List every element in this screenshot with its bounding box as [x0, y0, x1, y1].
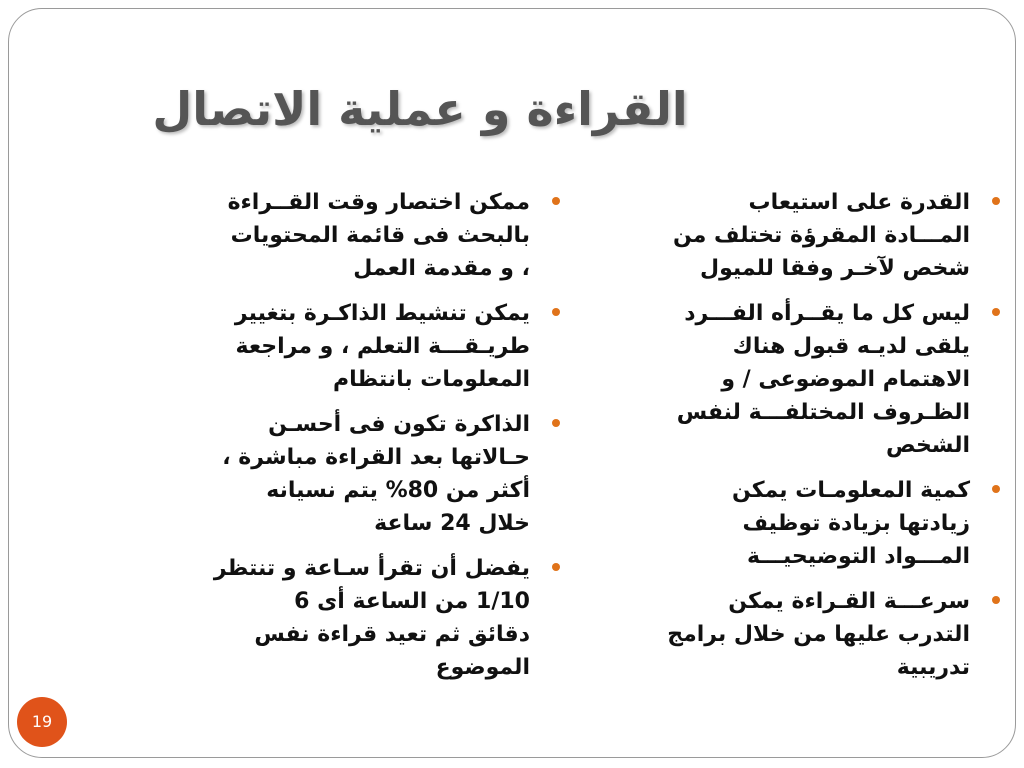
bullet-item	[140, 552, 530, 684]
bullet-item	[140, 408, 530, 540]
bullet-text: يمكن تنشيط الذاكـرة بتغيير طريـقـــة التعلم ، و مراجعة المعلومات بانتظام	[234, 301, 530, 392]
bullet-item	[585, 474, 970, 573]
left-column	[140, 186, 530, 696]
bullet-text: ممكن اختصار وقت القــراءة بالبحث فى قائمة المحتويات ، و مقدمة العمل	[227, 190, 530, 281]
bullet-text: سرعـــة القـراءة يمكن التدرب عليها من خلال برامج تدريبية	[667, 589, 970, 680]
bullet-dot-icon	[552, 563, 560, 571]
slide-title: القراءة و عملية الاتصال	[152, 82, 688, 136]
bullet-text: يفضل أن تقرأ سـاعة و تنتظر 1/10 من الساعة أى 6 دقائق ثم تعيد قراءة نفس الموضوع	[213, 556, 530, 680]
bullet-dot-icon	[992, 197, 1000, 205]
bullet-text: كمية المعلومـات يمكن زيادتها بزيادة توظيف المـــواد التوضيحيـــة	[731, 478, 970, 569]
bullet-item	[585, 297, 970, 462]
bullet-dot-icon	[992, 485, 1000, 493]
page-number-badge: 19	[17, 697, 67, 747]
bullet-item	[585, 186, 970, 285]
bullet-item	[140, 297, 530, 396]
bullet-item	[585, 585, 970, 684]
bullet-text: القدرة على استيعاب المـــادة المقرؤة تختلف من شخص لآخـر وفقا للميول	[672, 190, 970, 281]
bullet-text: ليس كل ما يقــرأه الفـــرد يلقى لديـه قبول هناك الاهتمام الموضوعى / و الظـروف المختلفـــة لنفس الشخص	[676, 301, 970, 458]
bullet-item	[140, 186, 530, 285]
bullet-dot-icon	[552, 419, 560, 427]
bullet-text: الذاكرة تكون فى أحسـن حـالاتها بعد القراءة مباشرة ، أكثر من 80% يتم نسيانه خلال 24 ساعة	[222, 412, 530, 536]
bullet-dot-icon	[992, 596, 1000, 604]
bullet-dot-icon	[552, 308, 560, 316]
bullet-dot-icon	[992, 308, 1000, 316]
right-column	[585, 186, 970, 696]
bullet-dot-icon	[552, 197, 560, 205]
